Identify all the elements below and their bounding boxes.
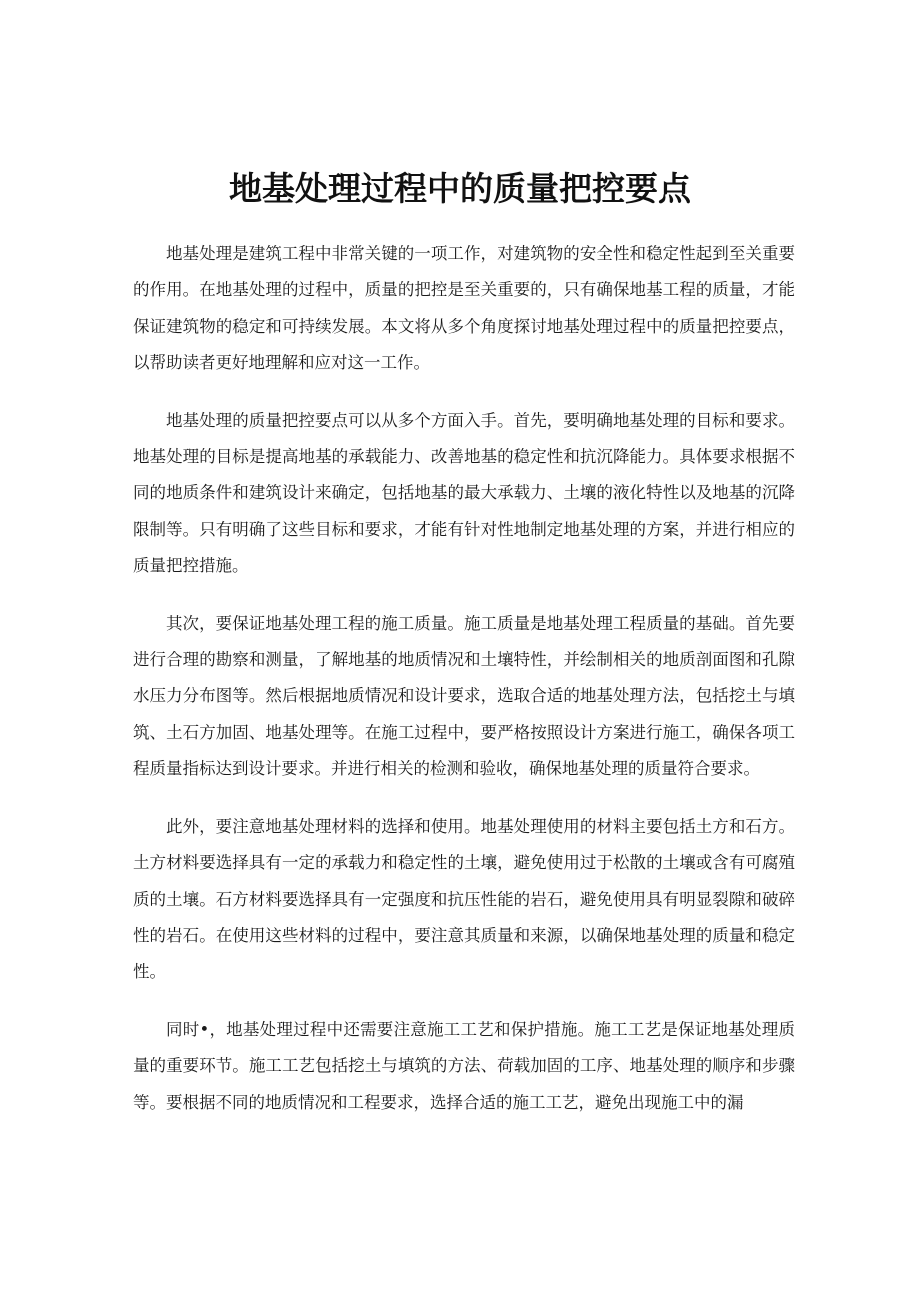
- document-body: [133, 236, 795, 1142]
- paragraph-5: 同时•，地基处理过程中还需要注意施工工艺和保护措施。施工工艺是保证地基处理质量的重要环节。施工工艺包括挖土与填筑的方法、荷载加固的工序、地基处理的顺序和步骤等。要根据不同的地质情况和工程要求，选择合适的施工工艺，避免出现施工中的漏: [133, 1019, 795, 1112]
- paragraph-2: 地基处理的质量把控要点可以从多个方面入手。首先，要明确地基处理的目标和要求。地基处理的目标是提高地基的承载能力、改善地基的稳定性和抗沉降能力。具体要求根据不同的地质条件和建筑设计来确定，包括地基的最大承载力、土壤的液化特性以及地基的沉降限制等。只有明确了这些目标和要求，才能有针对性地制定地基处理的方案，并进行相应的质量把控措施。: [133, 410, 795, 576]
- document-title: 地基处理过程中的质量把控要点: [229, 169, 691, 208]
- paragraph-1: 地基处理是建筑工程中非常关键的一项工作，对建筑物的安全性和稳定性起到至关重要的作用。在地基处理的过程中，质量的把控是至关重要的，只有确保地基工程的质量，才能保证建筑物的稳定和可持续发展。本文将从多个角度探讨地基处理过程中的质量把控要点，以帮助读者更好地理解和应对这一工作。: [133, 244, 795, 373]
- paragraph-3: 其次，要保证地基处理工程的施工质量。施工质量是地基处理工程质量的基础。首先要进行合理的勘察和测量，了解地基的地质情况和土壤特性，并绘制相关的地质剖面图和孔隙水压力分布图等。然后根据地质情况和设计要求，选取合适的地基处理方法，包括挖土与填筑、土石方加固、地基处理等。在施工过程中，要严格按照设计方案进行施工，确保各项工程质量指标达到设计要求。并进行相关的检测和验收，确保地基处理的质量符合要求。: [133, 613, 795, 779]
- paragraph-4: 此外，要注意地基处理材料的选择和使用。地基处理使用的材料主要包括土方和石方。土方材料要选择具有一定的承载力和稳定性的土壤，避免使用过于松散的土壤或含有可腐殖质的土壤。石方材料要选择具有一定强度和抗压性能的岩石，避免使用具有明显裂隙和破碎性的岩石。在使用这些材料的过程中，要注意其质量和来源，以确保地基处理的质量和稳定性。: [133, 816, 795, 982]
